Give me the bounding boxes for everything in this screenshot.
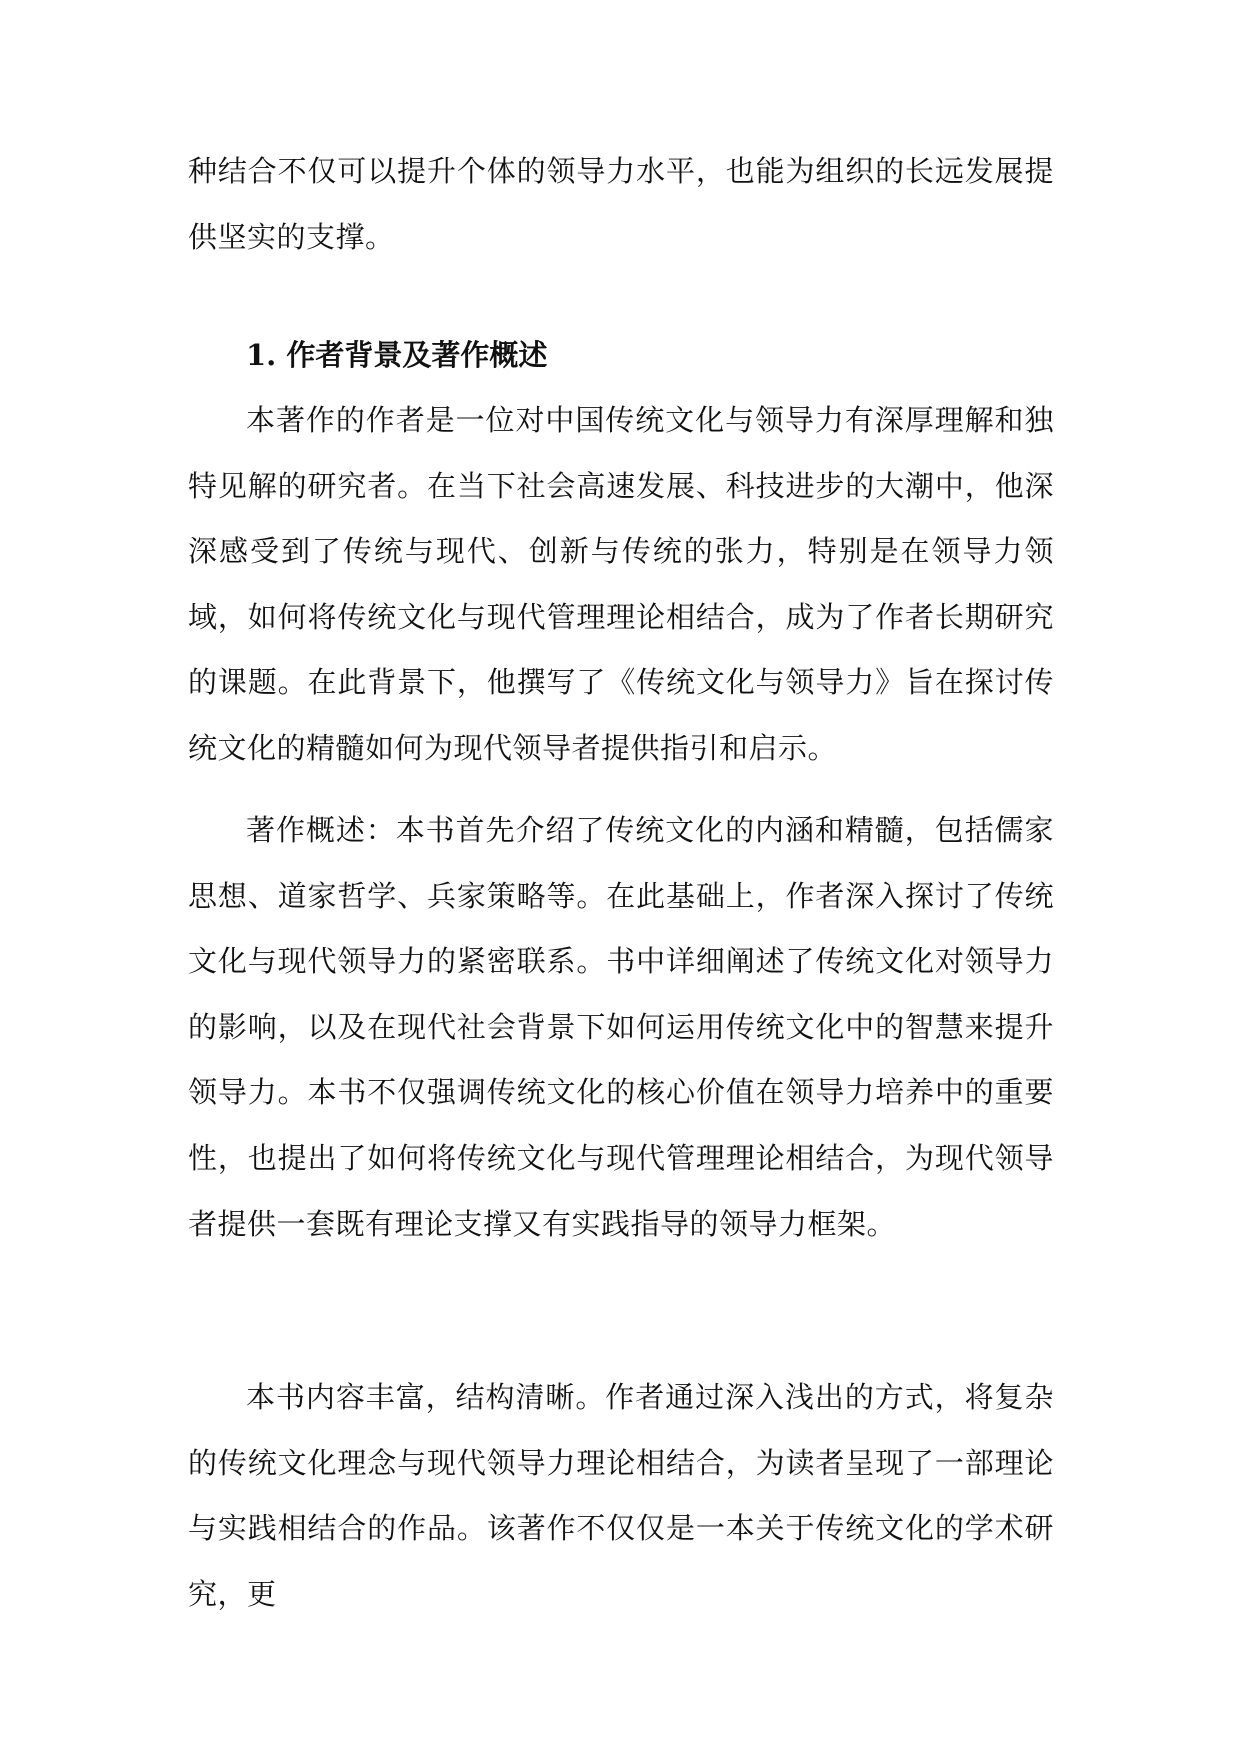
paragraph-book-overview: 著作概述：本书首先介绍了传统文化的内涵和精髓，包括儒家思想、道家哲学、兵家策略等。在此基础上，作者深入探讨了传统文化与现代领导力的紧密联系。书中详细阐述了传统文化对领导力的影响，以及在现代社会背景下如何运用传统文化中的智慧来提升领导力。本书不仅强调传统文化的核心价值在领导力培养中的重要性，也提出了如何将传统文化与现代管理理论相结合，为现代领导者提供一套既有理论支撑又有实践指导的领导力框架。 [188,813,1054,1241]
section-heading: 1. 作者背景及著作概述 [246,338,548,372]
paragraph-content-summary: 本书内容丰富，结构清晰。作者通过深入浅出的方式，将复杂的传统文化理念与现代领导力理论相结合，为读者呈现了一部理论与实践相结合的作品。该著作不仅仅是一本关于传统文化的学术研究，更 [188,1380,1054,1611]
paragraph-author-background: 本著作的作者是一位对中国传统文化与领导力有深厚理解和独特见解的研究者。在当下社会高速发展、科技进步的大潮中，他深深感受到了传统与现代、创新与传统的张力，特别是在领导力领域，如何将传统文化与现代管理理论相结合，成为了作者长期研究的课题。在此背景下，他撰写了《传统文化与领导力》旨在探讨传统文化的精髓如何为现代领导者提供指引和启示。 [188,403,1054,765]
continuation-paragraph: 种结合不仅可以提升个体的领导力水平，也能为组织的长远发展提供坚实的支撑。 [188,154,1054,254]
